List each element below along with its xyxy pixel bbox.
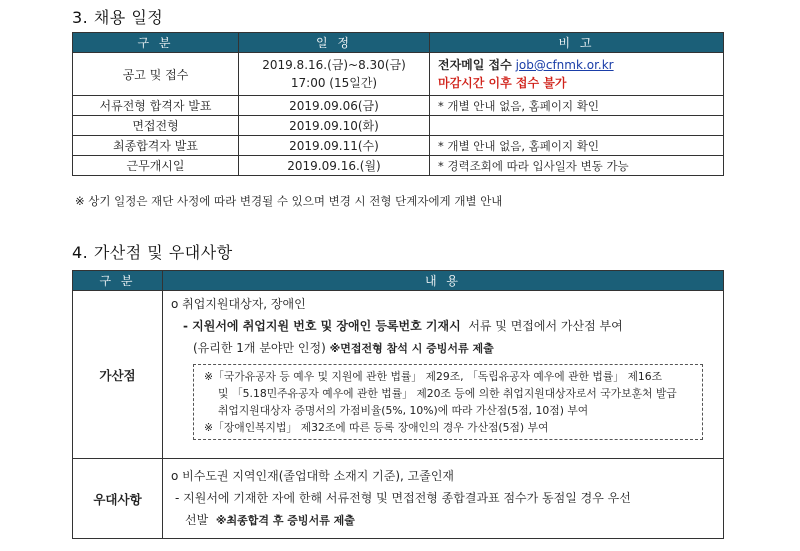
- legal-line: 및 「5.18민주유공자 예우에 관한 법률」 제20조 등에 의한 취업지원대상자로서 국가보훈처 발급: [218, 387, 677, 400]
- preference-cont: [171, 509, 723, 532]
- legal-basis-box: [193, 364, 703, 440]
- email-label: 전자메일 접수: [438, 58, 512, 72]
- schedule-table: [72, 32, 724, 176]
- preference-dash: - 지원서에 기재한 자에 한해 서류전형 및 면접전형 종합결과표 점수가 동점일 경우 우선: [175, 491, 631, 505]
- schedule-date: 2019.8.16.(금)~8.30(금): [262, 58, 406, 72]
- table-header-row: [73, 33, 724, 53]
- preference-item: o 비수도권 지역인재(졸업대학 소재지 기준), 고졸인재: [171, 469, 455, 483]
- bonus-table: [72, 270, 724, 539]
- note-cell: [430, 116, 724, 136]
- bonus-dash-line: [171, 315, 723, 337]
- bonus-content: [163, 291, 724, 459]
- bonus-sub-bold: ※면접전형 참석 시 증빙서류 제출: [329, 342, 494, 355]
- note-cell: * 경력조회에 따라 입사일자 변동 가능: [430, 156, 724, 176]
- schedule-cell: 2019.09.16.(월): [239, 156, 430, 176]
- note-cell: * 개별 안내 없음, 홈페이지 확인: [430, 96, 724, 116]
- category-cell: 면접전형: [73, 116, 239, 136]
- schedule-cell: 2019.09.10(화): [239, 116, 430, 136]
- section-4-title: 4. 가산점 및 우대사항: [72, 243, 233, 262]
- table-header-row: [73, 271, 724, 291]
- category-cell: 최종합격자 발표: [73, 136, 239, 156]
- legal-line: ※「장애인복지법」 제32조에 따른 등록 장애인의 경우 가산점(5점) 부여: [204, 421, 549, 434]
- bonus-item: o 취업지원대상자, 장애인: [171, 297, 306, 311]
- table-row: [73, 156, 724, 176]
- category-cell: 서류전형 합격자 발표: [73, 96, 239, 116]
- schedule-cell: 2019.09.11(수): [239, 136, 430, 156]
- header-schedule: 일 정: [239, 33, 430, 53]
- header-content: 내 용: [163, 271, 724, 291]
- legal-line: 취업지원대상자 증명서의 가점비율(5%, 10%)에 따라 가산점(5점, 10점) 부여: [218, 404, 589, 417]
- schedule-footnote: ※ 상기 일정은 재단 사정에 따라 변경될 수 있으며 변경 시 전형 단계자에게 개별 안내: [75, 194, 503, 208]
- schedule-cell: [239, 53, 430, 96]
- preference-cont-bold: ※최종합격 후 증빙서류 제출: [215, 514, 355, 527]
- note-cell: [430, 53, 724, 96]
- bonus-sub-line: [171, 337, 723, 360]
- header-category: 구 분: [73, 271, 163, 291]
- category-cell: 공고 및 접수: [73, 53, 239, 96]
- header-note: 비 고: [430, 33, 724, 53]
- table-row: [73, 53, 724, 96]
- deadline-warning: 마감시간 이후 접수 불가: [438, 76, 567, 90]
- table-row: [73, 116, 724, 136]
- legal-line: ※「국가유공자 등 예우 및 지원에 관한 법률」 제29조, 「독립유공자 예우에 관한 법률」 제16조: [204, 370, 663, 383]
- category-cell: 근무개시일: [73, 156, 239, 176]
- schedule-time: 17:00 (15일간): [290, 76, 378, 90]
- note-cell: * 개별 안내 없음, 홈페이지 확인: [430, 136, 724, 156]
- preference-cont-plain: 선발: [185, 513, 209, 527]
- section-3-title: 3. 채용 일정: [72, 8, 164, 27]
- table-row: [73, 291, 724, 459]
- table-row: [73, 96, 724, 116]
- email-link[interactable]: job@cfnmk.or.kr: [515, 58, 614, 72]
- bonus-sub-plain: (유리한 1개 분야만 인정): [193, 341, 326, 355]
- schedule-cell: 2019.09.06(금): [239, 96, 430, 116]
- bonus-dash-rest: 서류 및 면접에서 가산점 부여: [468, 319, 623, 333]
- header-category: 구 분: [73, 33, 239, 53]
- preference-content: [163, 459, 724, 539]
- table-row: [73, 136, 724, 156]
- bonus-label: 가산점: [73, 291, 163, 459]
- bonus-dash-bold: - 지원서에 취업지원 번호 및 장애인 등록번호 기재시: [183, 319, 461, 333]
- table-row: [73, 459, 724, 539]
- preference-label: 우대사항: [73, 459, 163, 539]
